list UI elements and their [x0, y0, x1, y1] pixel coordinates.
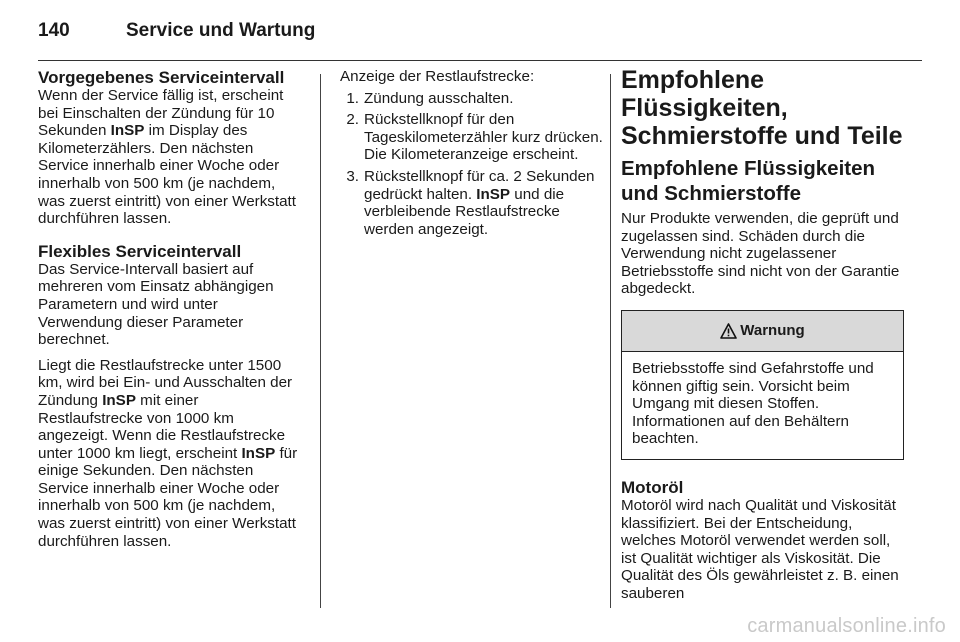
insp-code: InSP: [110, 122, 145, 140]
step-number: 2.: [346, 111, 359, 129]
list-item: [340, 90, 604, 108]
text-fragment: im Display des Kilometerzählers. Den nächsten Service innerhalb einer Woche oder innerhalb von 500 km (je nachdem, was zuerst eintritt) von einer Werkstatt durchführen lassen.: [38, 122, 296, 228]
header-rule: [38, 60, 922, 61]
list-item: [340, 111, 604, 164]
heading-flexibles-serviceintervall: Flexibles Serviceintervall: [38, 241, 242, 261]
section-title: Empfohlene Flüssigkeiten, Schmierstoffe und Teile: [621, 66, 903, 150]
column-divider: [610, 74, 611, 608]
text-fragment: Rückstellknopf für ca. 2 Sekunden gedrückt halten.: [364, 167, 595, 203]
insp-code: InSP: [241, 444, 276, 462]
warning-box: [621, 310, 904, 460]
text-fragment: und die verbleibende Restlaufstrecke werden angezeigt.: [364, 185, 565, 238]
steps-intro: Anzeige der Restlaufstrecke:: [340, 68, 535, 85]
text-fragment: Liegt die Restlaufstrecke unter 1500 km, wird bei Ein- und Ausschalten der Zündung: [38, 356, 293, 409]
insp-code: InSP: [102, 391, 136, 409]
heading-motoroel: Motoröl: [621, 477, 684, 497]
warning-triangle-icon: [720, 323, 737, 339]
text-fragment: für einige Sekunden. Den nächsten Service innerhalb einer Woche oder innerhalb von 500 km (je nachdem, was zuerst eintritt) von einer Werkstatt durchführen lassen.: [38, 444, 298, 550]
list-item: [340, 168, 604, 238]
column-divider: [320, 74, 321, 608]
warning-text: Betriebsstoffe sind Gefahrstoffe und können giftig sein. Vorsicht beim Umgang mit diesen Stoffen. Informationen auf den Behältern beachten.: [632, 359, 874, 448]
subsection-title: Empfohlene Flüssigkeiten und Schmierstoffe: [621, 157, 876, 205]
warning-title: Warnung: [740, 322, 805, 340]
page-header: [38, 14, 315, 48]
insp-code: InSP: [476, 185, 511, 203]
step-text: [364, 168, 604, 238]
column-left: [38, 68, 306, 550]
heading-vorgegebenes-serviceintervall: Vorgegebenes Serviceintervall: [38, 68, 285, 87]
page-number: 140: [38, 20, 70, 41]
step-number: 1.: [346, 89, 359, 107]
paragraph-intro: Nur Produkte verwenden, die geprüft und zugelassen sind. Schäden durch die Verwendung nicht zugelassener Betriebsstoffe sind nicht von der Garantie abgedeckt.: [621, 210, 900, 298]
step-text: Rückstellknopf für den Tageskilometerzähler kurz drücken. Die Kilometeranzeige erscheint.: [364, 111, 603, 164]
column-right: [621, 68, 904, 603]
watermark: carmanualsonline.info: [747, 615, 946, 637]
column-middle: [340, 68, 604, 242]
text-fragment: Wenn der Service fällig ist, erscheint bei Einschalten der Zündung für 10 Sekunden: [38, 87, 284, 140]
paragraph-flexibel: Das Service-Intervall basiert auf mehreren vom Einsatz abhängigen Parametern und wird unter Verwendung dieser Parameter berechnet.: [38, 260, 274, 349]
steps-list: [340, 90, 604, 239]
step-number: 3.: [346, 167, 359, 185]
warning-header: [622, 311, 903, 352]
paragraph-motoroel: Motoröl wird nach Qualität und Viskosität klassifiziert. Bei der Entscheidung, welches Motoröl verwendet werden soll, ist Qualität wichtiger als Viskosität. Die Qualität des Öls gewährleistet z. B. einen sauberen: [621, 496, 899, 602]
paragraph-restlaufstrecke: [38, 357, 306, 551]
chapter-title: Service und Wartung: [126, 20, 316, 41]
paragraph-vorgegebenes: [38, 87, 306, 228]
text-fragment: mit einer Restlaufstrecke von 1000 km angezeigt. Wenn die Restlaufstrecke unter 1000 km liegt, erscheint: [38, 391, 286, 462]
step-text: Zündung ausschalten.: [364, 89, 514, 107]
